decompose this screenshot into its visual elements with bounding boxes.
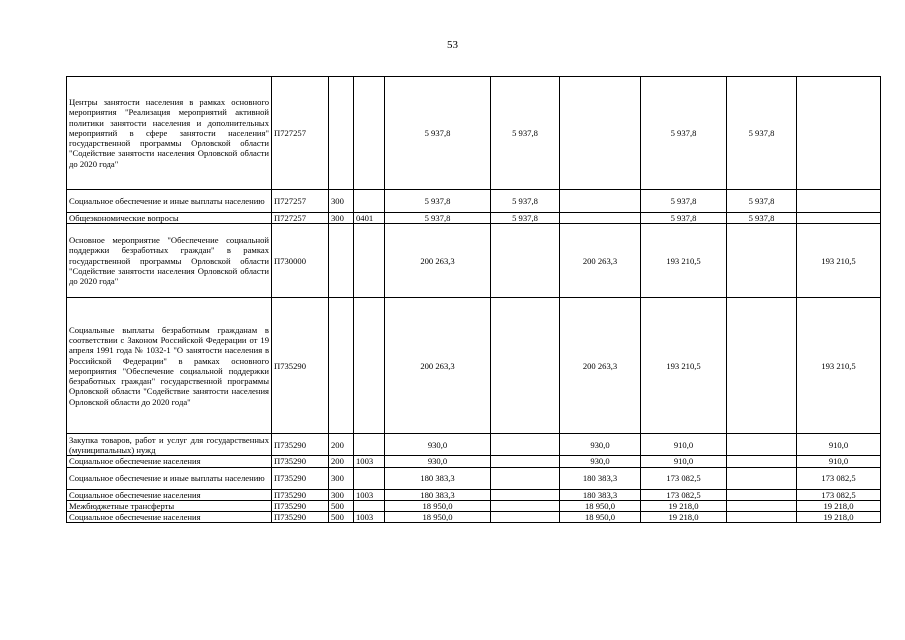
amount-4: 5 937,8 (641, 190, 727, 213)
amount-1: 5 937,8 (385, 213, 491, 224)
table-row (67, 456, 881, 467)
amount-6: 19 218,0 (797, 512, 881, 523)
section-code (354, 500, 385, 511)
target-code: П727257 (272, 190, 329, 213)
amount-5 (727, 434, 797, 456)
amount-2: 5 937,8 (491, 190, 560, 213)
row-name: Закупка товаров, работ и услуг для государственных (муниципальных) нужд (67, 434, 272, 456)
expense-type: 200 (329, 456, 354, 467)
amount-1: 18 950,0 (385, 512, 491, 523)
row-name: Социальное обеспечение населения (67, 489, 272, 500)
amount-1: 180 383,3 (385, 467, 491, 489)
amount-5 (727, 489, 797, 500)
amount-5 (727, 467, 797, 489)
target-code: П730000 (272, 224, 329, 298)
amount-4: 193 210,5 (641, 298, 727, 434)
amount-5: 5 937,8 (727, 190, 797, 213)
row-name: Центры занятости населения в рамках основного мероприятия "Реализация мероприятий активной политики занятости населения и дополнительных мероприятий в сфере занятости населения" государственной программы Орловской области "Содействие занятости населения Орловской области до 2020 года" (67, 77, 272, 190)
amount-2 (491, 500, 560, 511)
section-code: 1003 (354, 512, 385, 523)
amount-2: 5 937,8 (491, 77, 560, 190)
amount-3: 18 950,0 (560, 512, 641, 523)
target-code: П735290 (272, 512, 329, 523)
amount-5: 5 937,8 (727, 77, 797, 190)
amount-1: 930,0 (385, 434, 491, 456)
row-name: Социальные выплаты безработным гражданам в соответствии с Законом Российской Федерации от 19 апреля 1991 года № 1032-1 "О занятости населения в Российской Федерации" в рамках основного мероприятия "Обеспечение социальной поддержки безработных граждан" государственной программы Орловской области "Содействие занятости населения Орловской области до 2020 года" (67, 298, 272, 434)
section-code (354, 434, 385, 456)
amount-6: 173 082,5 (797, 467, 881, 489)
amount-3 (560, 213, 641, 224)
amount-5 (727, 456, 797, 467)
expense-type: 300 (329, 467, 354, 489)
section-code (354, 77, 385, 190)
amount-1: 18 950,0 (385, 500, 491, 511)
amount-6: 193 210,5 (797, 224, 881, 298)
table-row (67, 224, 881, 298)
amount-4: 173 082,5 (641, 467, 727, 489)
expense-type: 300 (329, 190, 354, 213)
target-code: П727257 (272, 213, 329, 224)
amount-4: 193 210,5 (641, 224, 727, 298)
table-row (67, 298, 881, 434)
amount-4: 5 937,8 (641, 213, 727, 224)
amount-2 (491, 512, 560, 523)
amount-2 (491, 298, 560, 434)
target-code: П735290 (272, 489, 329, 500)
amount-6 (797, 190, 881, 213)
table-row (67, 512, 881, 523)
amount-1: 200 263,3 (385, 224, 491, 298)
amount-1: 180 383,3 (385, 489, 491, 500)
page-number: 53 (447, 39, 458, 51)
budget-table (66, 76, 881, 523)
amount-5 (727, 224, 797, 298)
amount-3: 18 950,0 (560, 500, 641, 511)
amount-6: 910,0 (797, 456, 881, 467)
expense-type (329, 77, 354, 190)
table-row (67, 434, 881, 456)
section-code (354, 190, 385, 213)
table-row (67, 190, 881, 213)
section-code: 1003 (354, 489, 385, 500)
expense-type: 300 (329, 213, 354, 224)
amount-2 (491, 224, 560, 298)
target-code: П735290 (272, 467, 329, 489)
amount-4: 173 082,5 (641, 489, 727, 500)
amount-6: 910,0 (797, 434, 881, 456)
amount-2: 5 937,8 (491, 213, 560, 224)
amount-3 (560, 190, 641, 213)
target-code: П727257 (272, 77, 329, 190)
expense-type (329, 224, 354, 298)
row-name: Общеэкономические вопросы (67, 213, 272, 224)
amount-3 (560, 77, 641, 190)
amount-2 (491, 434, 560, 456)
expense-type: 500 (329, 500, 354, 511)
table-row (67, 500, 881, 511)
row-name: Межбюджетные трансферты (67, 500, 272, 511)
expense-type: 500 (329, 512, 354, 523)
amount-4: 5 937,8 (641, 77, 727, 190)
amount-3: 930,0 (560, 434, 641, 456)
target-code: П735290 (272, 434, 329, 456)
amount-3: 200 263,3 (560, 224, 641, 298)
amount-2 (491, 489, 560, 500)
section-code (354, 224, 385, 298)
row-name: Социальное обеспечение населения (67, 512, 272, 523)
amount-6 (797, 77, 881, 190)
amount-1: 5 937,8 (385, 190, 491, 213)
amount-3: 180 383,3 (560, 489, 641, 500)
amount-6: 193 210,5 (797, 298, 881, 434)
expense-type (329, 298, 354, 434)
amount-3: 930,0 (560, 456, 641, 467)
table-row (67, 489, 881, 500)
row-name: Социальное обеспечение населения (67, 456, 272, 467)
amount-4: 910,0 (641, 456, 727, 467)
amount-6: 173 082,5 (797, 489, 881, 500)
amount-5 (727, 500, 797, 511)
amount-1: 930,0 (385, 456, 491, 467)
amount-1: 5 937,8 (385, 77, 491, 190)
expense-type: 300 (329, 489, 354, 500)
target-code: П735290 (272, 456, 329, 467)
section-code (354, 298, 385, 434)
table-row (67, 77, 881, 190)
table-row (67, 467, 881, 489)
amount-4: 19 218,0 (641, 500, 727, 511)
section-code: 1003 (354, 456, 385, 467)
row-name: Основное мероприятие "Обеспечение социальной поддержки безработных граждан" в рамках государственной программы Орловской области "Содействие занятости населения Орловской области до 2020 года" (67, 224, 272, 298)
row-name: Социальное обеспечение и иные выплаты населению (67, 190, 272, 213)
amount-4: 910,0 (641, 434, 727, 456)
amount-1: 200 263,3 (385, 298, 491, 434)
section-code (354, 467, 385, 489)
amount-2 (491, 467, 560, 489)
amount-6: 19 218,0 (797, 500, 881, 511)
target-code: П735290 (272, 298, 329, 434)
row-name: Социальное обеспечение и иные выплаты населению (67, 467, 272, 489)
amount-5: 5 937,8 (727, 213, 797, 224)
amount-6 (797, 213, 881, 224)
amount-3: 180 383,3 (560, 467, 641, 489)
section-code: 0401 (354, 213, 385, 224)
amount-4: 19 218,0 (641, 512, 727, 523)
target-code: П735290 (272, 500, 329, 511)
amount-5 (727, 298, 797, 434)
table-row (67, 213, 881, 224)
amount-2 (491, 456, 560, 467)
amount-5 (727, 512, 797, 523)
amount-3: 200 263,3 (560, 298, 641, 434)
expense-type: 200 (329, 434, 354, 456)
